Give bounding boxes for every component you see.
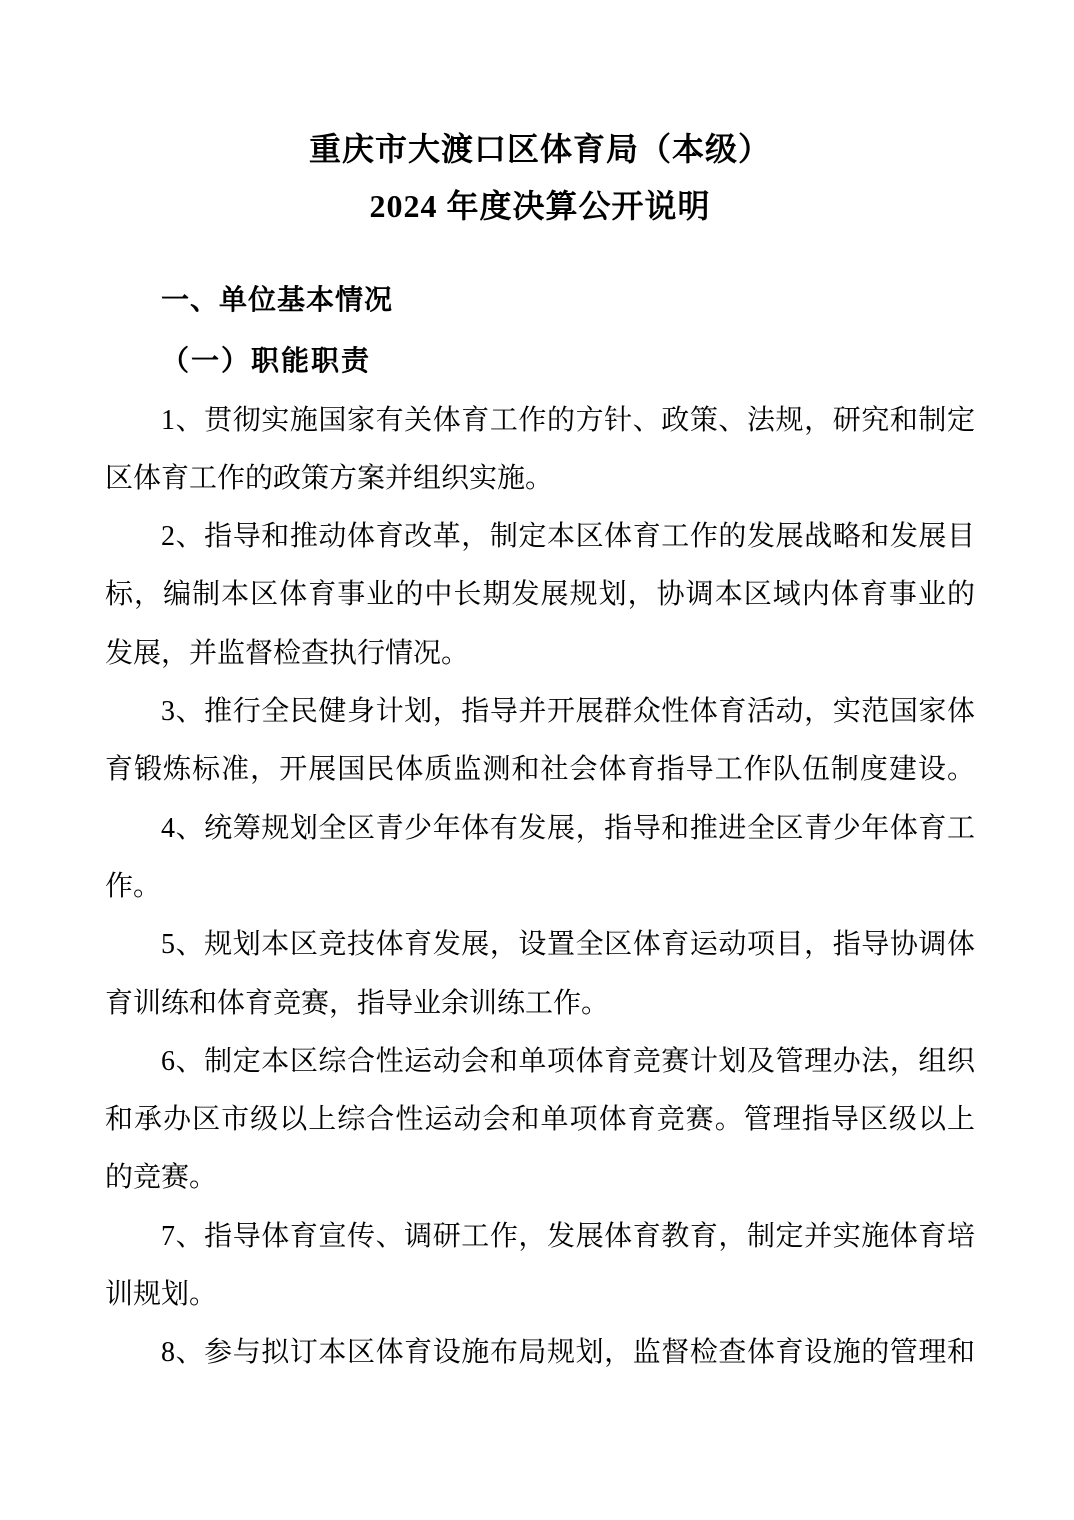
paragraph-1 xyxy=(105,392,975,509)
paragraph-line: 训规划。 xyxy=(105,1279,218,1311)
paragraph-7 xyxy=(105,1208,975,1325)
paragraph-8 xyxy=(105,1324,975,1382)
document-body xyxy=(105,271,975,1383)
paragraph-line: 8、参与拟订本区体育设施布局规划，监督检查体育设施的管理和 xyxy=(161,1337,975,1369)
paragraph-line: 作。 xyxy=(105,870,162,902)
paragraph-5 xyxy=(105,916,975,1033)
paragraph-line: 标，编制本区体育事业的中长期发展规划，协调本区域内体育事业的 xyxy=(105,579,975,611)
document-title xyxy=(105,121,975,235)
paragraph-line: 育训练和体育竞赛，指导业余训练工作。 xyxy=(105,987,610,1019)
paragraph-line: 和承办区市级以上综合性运动会和单项体育竞赛。管理指导区级以上 xyxy=(105,1104,975,1136)
paragraph-line: 发展，并监督检查执行情况。 xyxy=(105,637,470,669)
paragraph-2 xyxy=(105,508,975,683)
paragraph-line: 6、制定本区综合性运动会和单项体育竞赛计划及管理办法，组织 xyxy=(161,1045,975,1077)
paragraph-line: 3、推行全民健身计划，指导并开展群众性体育活动，实范国家体 xyxy=(161,696,975,728)
paragraph-6 xyxy=(105,1033,975,1208)
paragraph-line: 育锻炼标准，开展国民体质监测和社会体育指导工作队伍制度建设。 xyxy=(105,754,975,786)
paragraph-3 xyxy=(105,683,975,800)
paragraph-line: 2、指导和推动体育改革，制定本区体育工作的发展战略和发展目 xyxy=(161,521,975,553)
paragraph-line: 7、指导体育宣传、调研工作，发展体育教育，制定并实施体育培 xyxy=(161,1220,975,1252)
document-title-line2: 2024 年度决算公开说明 xyxy=(369,188,711,224)
paragraph-4 xyxy=(105,800,975,917)
paragraphs xyxy=(105,392,975,1383)
section-heading-basic-info: 一、单位基本情况 xyxy=(161,284,394,315)
document-title-line1: 重庆市大渡口区体育局（本级） xyxy=(308,131,771,167)
paragraph-line: 的竞赛。 xyxy=(105,1162,218,1194)
paragraph-line: 4、统筹规划全区青少年体有发展，指导和推进全区青少年体育工 xyxy=(161,812,975,844)
paragraph-line: 5、规划本区竞技体育发展，设置全区体育运动项目，指导协调体 xyxy=(161,929,975,961)
subsection-heading-duties: （一）职能职责 xyxy=(161,346,372,378)
paragraph-line: 1、贯彻实施国家有关体育工作的方针、政策、法规，研究和制定 xyxy=(161,404,975,436)
paragraph-line: 区体育工作的政策方案并组织实施。 xyxy=(105,462,554,494)
